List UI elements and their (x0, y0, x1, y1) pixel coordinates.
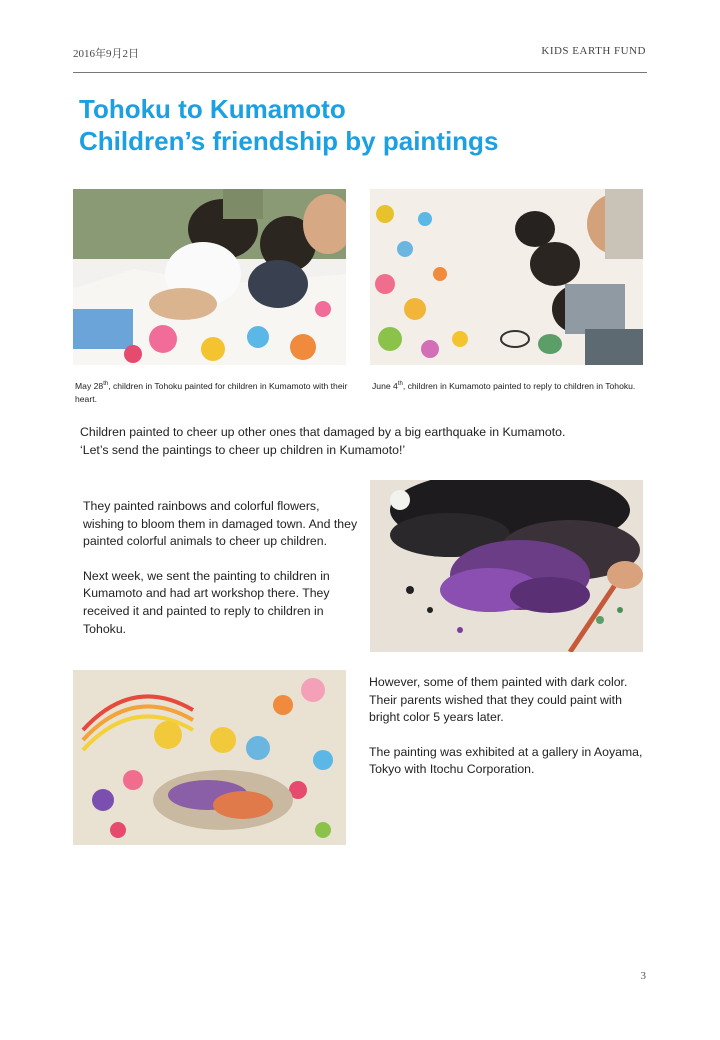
caption-kumamoto-photo: June 4th, children in Kumamoto painted to reply to children in Tohoku. (372, 380, 636, 391)
header-divider (73, 72, 647, 73)
left-paragraph-1: They painted rainbows and colorful flowers, wishing to bloom them in damaged town. And they painted colorful animals to cheer up children. (83, 499, 358, 549)
photo-kumamoto-children-painting (370, 189, 643, 365)
title-line-1: Tohoku to Kumamoto (79, 94, 346, 124)
right-text-block (369, 674, 654, 796)
title-line-2: Children’s friendship by paintings (79, 126, 499, 156)
lead-line-2: ‘Let’s send the paintings to cheer up children in Kumamoto!’ (80, 443, 406, 457)
page-title (79, 93, 498, 157)
photo-dark-splatter-painting (370, 480, 643, 652)
left-paragraph-2: Next week, we sent the painting to children in Kumamoto and had art workshop there. They received it and painted to reply to children in Tohoku. (83, 568, 330, 636)
right-paragraph-1: However, some of them painted with dark color. Their parents wished that they could paint with bright color 5 years later. (369, 675, 628, 725)
left-text-block (83, 498, 358, 655)
photo-tohoku-children-painting (73, 189, 346, 365)
header-date: 2016年9月2日 (73, 48, 139, 60)
right-paragraph-2: The painting was exhibited at a gallery in Aoyama, Tokyo with Itochu Corporation. (369, 744, 643, 777)
header-organization: KIDS EARTH FUND (541, 45, 646, 57)
lead-line-1: Children painted to cheer up other ones that damaged by a big earthquake in Kumamoto. (80, 425, 566, 439)
page-number: 3 (640, 970, 646, 982)
caption-tohoku-photo: May 28th, children in Tohoku painted for children in Kumamoto with their heart. (75, 380, 348, 404)
lead-paragraph (80, 423, 565, 459)
photo-colorful-mural (73, 670, 346, 845)
